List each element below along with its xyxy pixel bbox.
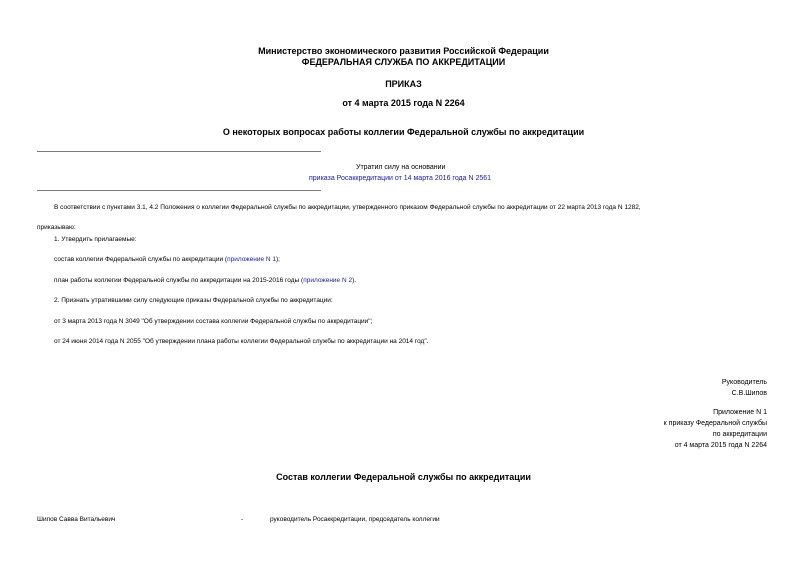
appendix-2-link[interactable]: приложение N 2	[303, 277, 353, 284]
appendix-title: Состав коллегии Федеральной службы по аккредитации	[276, 472, 531, 482]
member-role: руководитель Росаккредитации, председатель коллегии	[270, 516, 440, 523]
item-1b-text: план работы коллегии Федеральной службы по аккредитации на 2015-2016 годы (	[54, 277, 304, 284]
page-title: О некоторых вопросах работы коллегии Федеральной службы по аккредитации	[222, 127, 585, 137]
status-divider-bottom	[37, 190, 321, 191]
item-2a: от 3 марта 2013 года N 3049 "Об утверждении состава коллегии Федеральной службы по аккредитации";	[54, 318, 373, 325]
doc-type: ПРИКАЗ	[385, 79, 422, 89]
item-2: 2. Признать утратившими силу следующие приказы Федеральной службы по аккредитации:	[54, 297, 333, 304]
ministry-name: Министерство экономического развития Российской Федерации	[258, 46, 549, 56]
order-word: приказываю:	[37, 224, 76, 231]
status-link[interactable]: приказа Росаккредитации от 14 марта 2016 года N 2561	[309, 175, 492, 182]
item-1: 1. Утвердить прилагаемые:	[54, 236, 137, 243]
item-1a	[54, 256, 280, 263]
status-note: Утратил силу на основании	[356, 164, 446, 171]
appendix-1-link[interactable]: приложение N 1	[227, 256, 276, 263]
appendix-label: Приложение N 1	[713, 409, 767, 416]
appendix-ref-3: от 4 марта 2015 года N 2264	[674, 442, 767, 449]
appendix-ref-1: к приказу Федеральной службы	[663, 420, 767, 427]
intro-paragraph: В соответствии с пунктами 3.1, 4.2 Положения о коллегии Федеральной службы по аккредитации, утвержденного приказом Федеральной службы по аккредитации от 22 марта 2013 года N 1282,	[54, 204, 641, 211]
item-1a-end: );	[276, 256, 280, 263]
member-dash: -	[241, 516, 244, 523]
signature-role: Руководитель	[721, 379, 767, 386]
service-name: ФЕДЕРАЛЬНАЯ СЛУЖБА ПО АККРЕДИТАЦИИ	[301, 57, 506, 67]
item-2b: от 24 июня 2014 года N 2055 "Об утверждении плана работы коллегии Федеральной службы по аккредитации на 2014 год".	[54, 338, 429, 345]
item-1a-text: состав коллегии Федеральной службы по аккредитации (	[54, 256, 228, 263]
doc-date: от 4 марта 2015 года N 2264	[342, 98, 465, 108]
item-1b-end: ).	[352, 277, 357, 284]
member-name: Шипов Савва Витальевич	[37, 516, 116, 523]
appendix-ref-2: по аккредитации	[712, 431, 767, 438]
status-divider-top	[37, 151, 321, 152]
item-1b	[54, 277, 356, 284]
signature-name: С.В.Шипов	[731, 390, 767, 397]
